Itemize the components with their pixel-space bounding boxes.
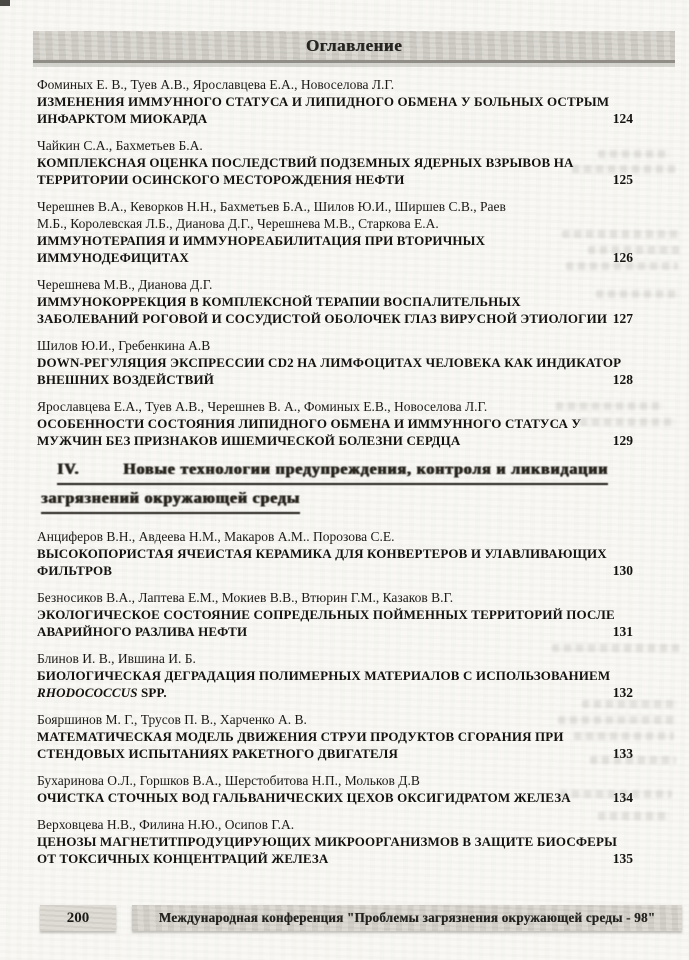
entry-page-number: 135 — [612, 851, 633, 866]
footer-page-number: 200 — [40, 905, 116, 931]
entry-title-line: ЗАБОЛЕВАНИЙ РОГОВОЙ И СОСУДИСТОЙ ОБОЛОЧЕК ГЛАЗ ВИРУСНОЙ ЭТИОЛОГИИ — [37, 311, 608, 326]
entry-title-line: МУЖЧИН БЕЗ ПРИЗНАКОВ ИШЕМИЧЕСКОЙ БОЛЕЗНИ СЕРДЦА — [37, 433, 461, 448]
bleedthrough-artifact — [588, 246, 680, 254]
entry-title-line: ТЕРРИТОРИИ ОСИНСКОГО МЕСТОРОЖДЕНИЯ НЕФТИ — [37, 172, 405, 187]
entry-authors: Черешнева М.В., Дианова Д.Г. — [37, 277, 213, 292]
entry-page-number: 133 — [612, 746, 633, 761]
entry-page-number: 124 — [612, 111, 633, 126]
entry-authors: Анциферов В.Н., Авдеева Н.М., Макаров А.М.. Порозова С.Е. — [37, 529, 395, 544]
toc-entry — [37, 816, 633, 867]
entry-title-line: БИОЛОГИЧЕСКАЯ ДЕГРАДАЦИЯ ПОЛИМЕРНЫХ МАТЕРИАЛОВ С ИСПОЛЬЗОВАНИЕМ — [37, 668, 611, 683]
entry-page-number: 131 — [612, 624, 633, 639]
entry-title-line: ОТ ТОКСИЧНЫХ КОНЦЕНТРАЦИЙ ЖЕЛЕЗА — [37, 851, 329, 866]
entry-authors: Верховцева Н.В., Филина Н.Ю., Осипов Г.А. — [37, 817, 295, 832]
toc-entry — [37, 711, 633, 762]
entry-title-line: ОЧИСТКА СТОЧНЫХ ВОД ГАЛЬВАНИЧЕСКИХ ЦЕХОВ ОКСИГИДРАТОМ ЖЕЛЕЗА — [37, 790, 571, 805]
entry-title-suffix: SPP. — [137, 685, 167, 700]
entry-title-line: АВАРИЙНОГО РАЗЛИВА НЕФТИ — [37, 624, 248, 639]
toc-entry — [37, 137, 633, 188]
scan-corner-artifact — [0, 0, 10, 6]
bleedthrough-artifact — [556, 402, 664, 410]
entry-page-number: 128 — [612, 372, 633, 387]
toc-entry — [37, 398, 633, 449]
entry-page-number: 130 — [612, 563, 633, 578]
toc-entry — [37, 337, 633, 388]
entry-title-line: ИЗМЕНЕНИЯ ИММУННОГО СТАТУСА И ЛИПИДНОГО ОБМЕНА У БОЛЬНЫХ ОСТРЫМ — [37, 94, 610, 109]
entry-title-line: ЭКОЛОГИЧЕСКОЕ СОСТОЯНИЕ СОПРЕДЕЛЬНЫХ ПОЙМЕННЫХ ТЕРРИТОРИЙ ПОСЛЕ — [37, 607, 615, 622]
entry-title-line: ФИЛЬТРОВ — [37, 563, 113, 578]
entry-authors: Шилов Ю.И., Гребенкина А.В — [37, 338, 211, 353]
toc-entry — [37, 528, 633, 579]
toc-entry — [37, 276, 633, 327]
section-number: IV. — [57, 461, 80, 478]
bleedthrough-artifact — [558, 716, 676, 724]
toc-entries — [37, 76, 633, 877]
entry-page-number: 134 — [612, 790, 633, 805]
entry-title-line: СТЕНДОВЫХ ИСПЫТАНИЯХ РАКЕТНОГО ДВИГАТЕЛЯ — [37, 746, 399, 761]
bleedthrough-artifact — [566, 262, 678, 270]
entry-title-line: МАТЕМАТИЧЕСКАЯ МОДЕЛЬ ДВИЖЕНИЯ СТРУИ ПРОДУКТОВ СГОРАНИЯ ПРИ — [37, 729, 564, 744]
bleedthrough-artifact — [582, 700, 678, 708]
bleedthrough-artifact — [598, 150, 670, 158]
section-heading-line1 — [57, 459, 608, 485]
toc-entry — [37, 650, 633, 701]
entry-title-line: ИНФАРКТОМ МИОКАРДА — [37, 111, 208, 126]
entry-page-number: 126 — [612, 250, 633, 265]
toc-entry — [37, 76, 633, 127]
page-title: Оглавление — [305, 35, 403, 55]
entry-title-species: RHODOCOCCUS — [37, 685, 138, 700]
entry-authors: Черешнев В.А., Кеворков Н.Н., Бахметьев Б.А., Шилов Ю.И., Ширшев С.В., Раев — [37, 199, 506, 214]
entry-title-line: ЦЕНОЗЫ МАГНЕТИТПРОДУЦИРУЮЩИХ МИКРООРГАНИЗМОВ В ЗАЩИТЕ БИОСФЕРЫ — [37, 834, 618, 849]
section-title-part1: Новые технологии предупреждения, контроля и ликвидации — [123, 461, 608, 478]
entry-title-line: ОСОБЕННОСТИ СОСТОЯНИЯ ЛИПИДНОГО ОБМЕНА И ИММУННОГО СТАТУСА У — [37, 416, 582, 431]
bleedthrough-artifact — [572, 165, 676, 173]
bleedthrough-artifact — [596, 290, 680, 298]
footer-conference-title: Международная конференция "Проблемы загрязнения окружающей среды - 98" — [158, 910, 656, 925]
entry-authors: Бояршинов М. Г., Трусов П. В., Харченко А. В. — [37, 712, 307, 727]
bleedthrough-artifact — [598, 812, 670, 820]
bleedthrough-artifact — [552, 644, 680, 652]
entry-authors: Ярославцева Е.А., Туев А.В., Черешнев В. А., Фоминых Е.В., Новоселова Л.Г. — [37, 399, 488, 414]
entry-page-number: 125 — [612, 172, 633, 187]
bleedthrough-artifact — [580, 418, 676, 426]
toc-entry — [37, 772, 633, 806]
page-footer — [40, 905, 682, 931]
section-title-part2: загрязнений окружающей среды — [41, 490, 300, 507]
bleedthrough-artifact — [560, 790, 672, 798]
entry-title-line: ИММУНОДЕФИЦИТАХ — [37, 250, 189, 265]
section-heading-line2 — [41, 488, 300, 514]
section-heading — [41, 459, 633, 514]
entry-title-line: ВЫСОКОПОРИСТАЯ ЯЧЕИСТАЯ КЕРАМИКА ДЛЯ КОНВЕРТЕРОВ И УЛАВЛИВАЮЩИХ — [37, 546, 607, 561]
entry-authors: Блинов И. В., Ившина И. Б. — [37, 651, 196, 666]
entry-page-number: 127 — [612, 311, 633, 326]
toc-entry — [37, 198, 633, 266]
toc-header-band — [33, 31, 675, 63]
entry-authors: Фоминых Е. В., Туев А.В., Ярославцева Е.А., Новоселова Л.Г. — [37, 77, 395, 92]
entry-title-line: КОМПЛЕКСНАЯ ОЦЕНКА ПОСЛЕДСТВИЙ ПОДЗЕМНЫХ ЯДЕРНЫХ ВЗРЫВОВ НА — [37, 155, 574, 170]
entry-authors: Безносиков В.А., Лаптева Е.М., Мокиев В.В., Втюрин Г.М., Казаков В.Г. — [37, 590, 454, 605]
bleedthrough-artifact — [574, 732, 674, 740]
toc-entry — [37, 589, 633, 640]
entry-authors: Чайкин С.А., Бахметьев Б.А. — [37, 138, 203, 153]
entry-authors: М.Б., Королевская Л.Б., Дианова Д.Г., Черешнева М.В., Старкова Е.А. — [37, 216, 439, 231]
entry-title-line: ИММУНОКОРРЕКЦИЯ В КОМПЛЕКСНОЙ ТЕРАПИИ ВОСПАЛИТЕЛЬНЫХ — [37, 294, 521, 309]
entry-page-number: 132 — [612, 685, 633, 700]
entry-authors: Бухаринова О.Л., Горшков В.А., Шерстобитова Н.П., Мольков Д.В — [37, 773, 420, 788]
entry-title-line: DOWN-РЕГУЛЯЦИЯ ЭКСПРЕССИИ CD2 НА ЛИМФОЦИТАХ ЧЕЛОВЕКА КАК ИНДИКАТОР — [37, 355, 622, 370]
entry-page-number: 129 — [612, 433, 633, 448]
bleedthrough-artifact — [562, 230, 680, 238]
entry-title-line: ИММУНОТЕРАПИЯ И ИММУНОРЕАБИЛИТАЦИЯ ПРИ ВТОРИЧНЫХ — [37, 233, 486, 248]
bleedthrough-artifact — [590, 756, 676, 764]
entry-title-line — [37, 684, 605, 701]
footer-conference-band — [132, 905, 682, 931]
entry-title-line: ВНЕШНИХ ВОЗДЕЙСТВИЙ — [37, 372, 214, 387]
